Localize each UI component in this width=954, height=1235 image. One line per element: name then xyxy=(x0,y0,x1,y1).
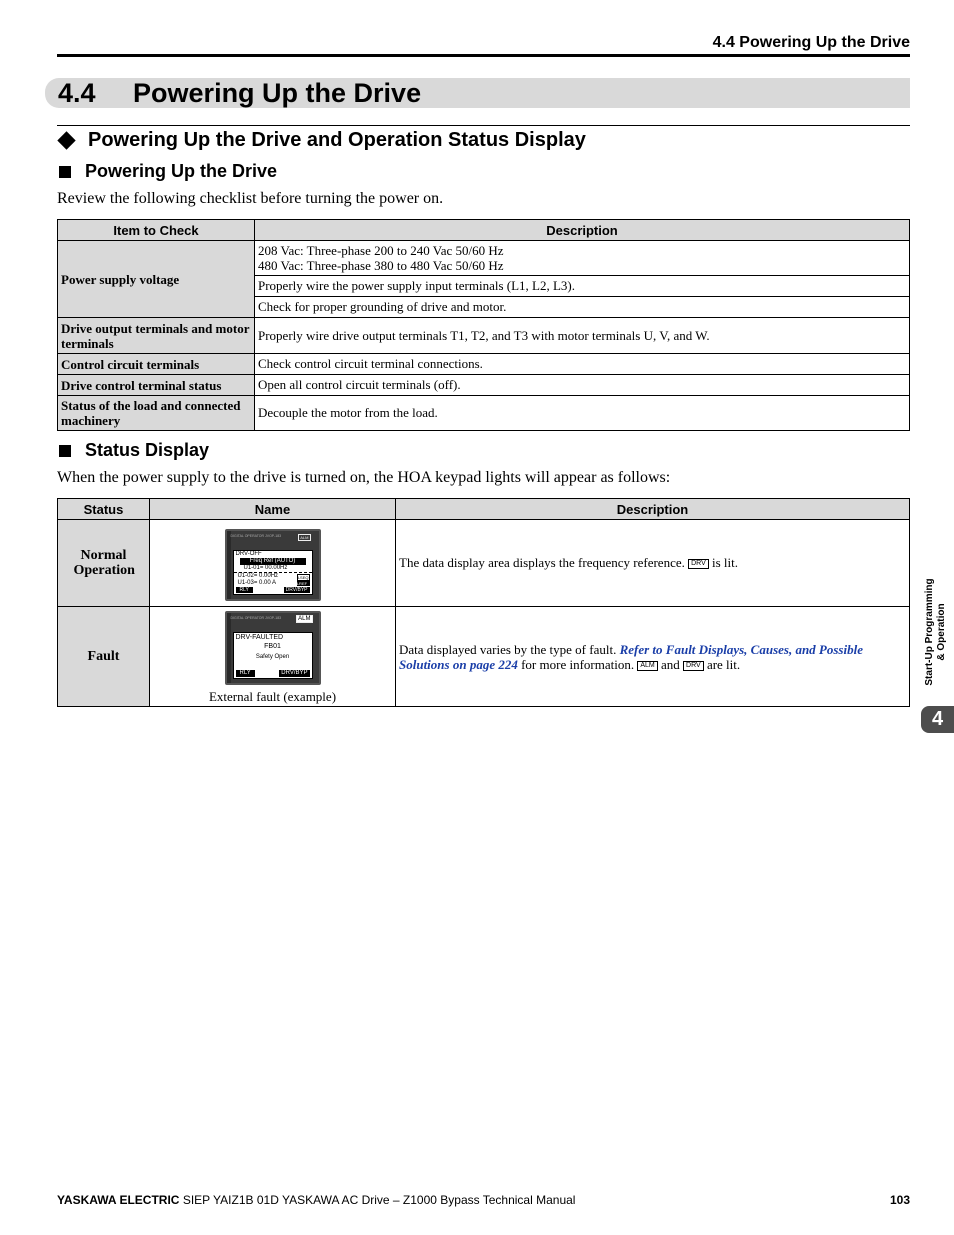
chapter-side-tab xyxy=(921,568,951,696)
side-tab-line: & Operation xyxy=(936,603,947,661)
section-title: 4.4 Powering Up the Drive xyxy=(58,78,422,108)
running-head: 4.4 Powering Up the Drive xyxy=(712,34,910,51)
soft-key-rly: RLY xyxy=(236,587,253,593)
status-normal xyxy=(58,520,150,607)
page-number: 103 xyxy=(889,1193,910,1207)
row-description: Check for proper grounding of drive and motor. xyxy=(255,297,910,318)
lcd-screen xyxy=(233,632,313,679)
alm-indicator: ALM xyxy=(300,535,309,540)
header-item: Item to Check xyxy=(58,220,255,241)
footer-brand: YASKAWA ELECTRIC xyxy=(57,1193,180,1207)
fault-displays-link[interactable]: Refer to Fault Displays, Causes, and Possible Solutions on page 224 xyxy=(399,641,863,672)
soft-key-drv-byp: DRV/BYP xyxy=(281,670,308,676)
lcd-line: Safety Open xyxy=(255,654,290,660)
desc-fault-and: and xyxy=(661,656,680,672)
keypad-header-text: DIGITAL OPERATOR JVOP-183 xyxy=(230,534,282,538)
checklist-table xyxy=(57,219,910,431)
diamond-bullet-icon xyxy=(57,131,75,149)
header-name: Name xyxy=(150,499,396,520)
lcd-line-highlight: Freq Ref (AUTO) xyxy=(240,558,306,565)
desc-line: 480 Vac: Three-phase 380 to 480 Vac 50/60 Hz xyxy=(258,258,504,273)
lcd-line: FB01 xyxy=(264,643,281,650)
heading-powering-up xyxy=(59,161,277,182)
status-normal-label: Normal Operation xyxy=(73,548,135,578)
lcd-line: U1-01= 00.00Hz xyxy=(234,565,312,573)
section-title-bar xyxy=(45,78,910,108)
keypad-display-normal xyxy=(225,529,321,601)
header-description: Description xyxy=(255,220,910,241)
heading-status-display-text: Status Display xyxy=(85,440,210,460)
keypad-cell-fault xyxy=(150,607,396,707)
desc-fault xyxy=(396,607,910,707)
alm-key-icon: ALM xyxy=(637,661,657,671)
soft-key-drv-byp: DRV/BYP xyxy=(285,587,308,593)
status-fault: Fault xyxy=(58,607,150,707)
side-tab-line: Start-Up Programming xyxy=(924,578,935,686)
footer-doc-title: SIEP YAIZ1B 01D YASKAWA AC Drive – Z1000 Bypass Technical Manual xyxy=(182,1193,576,1207)
heading-status-display xyxy=(59,440,209,461)
chapter-number-tab[interactable]: 4 xyxy=(921,706,954,733)
keypad-display-fault xyxy=(225,611,321,685)
lcd-soft-keys xyxy=(236,587,310,593)
side-tab-text xyxy=(924,578,948,685)
lref-tag: LREF xyxy=(297,581,310,586)
heading-rule xyxy=(57,125,910,126)
keypad-header xyxy=(227,613,319,632)
row-description: Properly wire the power supply input terminals (L1, L2, L3). xyxy=(255,276,910,297)
header-description: Description xyxy=(396,499,910,520)
lcd-screen xyxy=(233,550,313,595)
row-description: Open all control circuit terminals (off). xyxy=(255,375,910,396)
alm-indicator: ALM xyxy=(298,616,311,622)
keypad-caption: External fault (example) xyxy=(208,689,337,704)
lcd-side-tags xyxy=(297,574,310,586)
subsection-title: Powering Up the Drive and Operation Status Display xyxy=(88,129,586,151)
lseq-tag: LSEQ xyxy=(297,575,309,580)
lcd-soft-keys xyxy=(236,670,310,677)
top-rule xyxy=(57,54,910,57)
keypad-header xyxy=(227,531,319,550)
desc-fault-text: Data displayed varies by the type of fault. xyxy=(399,641,617,657)
square-bullet-icon xyxy=(59,445,71,457)
lcd-line: DRV-OFF xyxy=(235,551,262,557)
drv-key-icon: DRV xyxy=(683,661,704,671)
row-description: Properly wire drive output terminals T1, T2, and T3 with motor terminals U, V, and W. xyxy=(255,318,910,354)
row-item: Drive output terminals and motor terminals xyxy=(58,318,255,354)
desc-normal-text: The data display area displays the frequency reference. xyxy=(399,555,685,570)
desc-normal xyxy=(396,520,910,607)
row-description: Check control circuit terminal connections. xyxy=(255,354,910,375)
desc-normal-tail: is lit. xyxy=(712,555,739,570)
row-item: Power supply voltage xyxy=(58,241,255,318)
keypad-cell-normal xyxy=(150,520,396,607)
desc-fault-tail: are lit. xyxy=(706,656,741,672)
lcd-line: U1-02= 0.00Hz xyxy=(237,573,279,579)
page-footer xyxy=(57,1193,910,1207)
row-item: Drive control terminal status xyxy=(58,375,255,396)
row-description: Decouple the motor from the load. xyxy=(255,396,910,431)
drv-key-icon: DRV xyxy=(688,559,709,569)
status-intro: When the power supply to the drive is turned on, the HOA keypad lights will appear as follows: xyxy=(57,469,671,486)
square-bullet-icon xyxy=(59,166,71,178)
keypad-header-text: DIGITAL OPERATOR JVOP-183 xyxy=(230,616,282,620)
soft-key-rly: RLY xyxy=(236,670,255,677)
footer-left xyxy=(57,1193,575,1207)
desc-fault-mid: for more information. xyxy=(521,656,635,672)
lcd-line: U1-03= 0.00 A xyxy=(237,580,277,586)
header-status: Status xyxy=(58,499,150,520)
row-item: Status of the load and connected machinery xyxy=(58,396,255,431)
status-table xyxy=(57,498,910,707)
lcd-line: DRV-FAULTED xyxy=(235,634,284,641)
desc-line: 208 Vac: Three-phase 200 to 240 Vac 50/60 Hz xyxy=(258,243,504,258)
heading-powering-up-text: Powering Up the Drive xyxy=(85,161,278,181)
row-description xyxy=(255,241,910,276)
checklist-intro: Review the following checklist before turning the power on. xyxy=(57,190,444,207)
row-item: Control circuit terminals xyxy=(58,354,255,375)
subsection-heading xyxy=(57,129,586,152)
